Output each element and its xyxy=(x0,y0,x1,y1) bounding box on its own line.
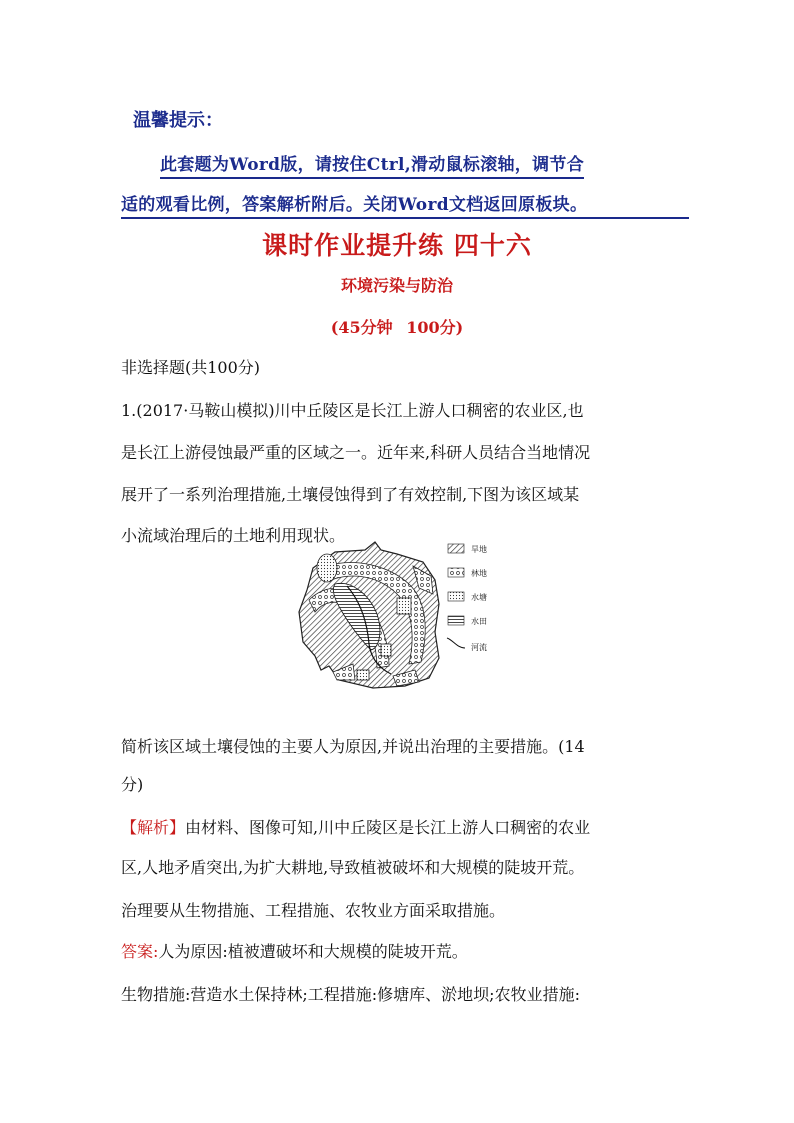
answer-line-2: 生物措施:营造水土保持林;工程措施:修塘库、淤地坝;农牧业措施: xyxy=(121,985,580,1004)
answer-line-1 xyxy=(121,939,468,962)
question-line-1: 1.(2017·马鞍山模拟)川中丘陵区是长江上游人口稠密的农业区,也 xyxy=(121,401,584,420)
pond-4 xyxy=(381,644,391,656)
analysis-tag: 【解析】 xyxy=(121,818,186,837)
analysis-text-1: 由材料、图像可知,川中丘陵区是长江上游人口稠密的农业 xyxy=(185,818,591,837)
tip-title: 温馨提示： xyxy=(133,110,223,131)
legend-label-paddy: 水田 xyxy=(471,617,487,626)
legend-swatch-pond xyxy=(448,592,464,601)
pond-3 xyxy=(357,670,369,680)
analysis-line-1 xyxy=(121,815,590,838)
legend-swatch-river xyxy=(447,638,465,648)
analysis-line-2: 区,人地矛盾突出,为扩大耕地,导致植被破坏和大规模的陡坡开荒。 xyxy=(121,858,585,877)
section-heading: 非选择题(共100分) xyxy=(121,358,261,377)
ask-line-2: 分) xyxy=(121,775,144,794)
pond-1 xyxy=(317,554,337,582)
answer-tag: 答案: xyxy=(121,942,159,961)
land-use-map-figure xyxy=(293,540,508,692)
answer-text-1: 人为原因:植被遭破坏和大规模的陡坡开荒。 xyxy=(158,942,468,961)
legend-label-dry: 旱地 xyxy=(471,545,487,554)
page-title: 课时作业提升练 四十六 xyxy=(262,231,532,260)
legend-swatch-dry xyxy=(448,544,464,553)
question-line-4: 小流域治理后的土地利用现状。 xyxy=(121,526,346,545)
map-legend xyxy=(447,544,487,652)
legend-swatch-forest xyxy=(448,568,464,577)
question-line-2: 是长江上游侵蚀最严重的区域之一。近年来,科研人员结合当地情况 xyxy=(121,443,591,462)
page-subtitle: 环境污染与防治 xyxy=(340,276,453,295)
pond-2 xyxy=(397,598,411,614)
ask-line-1: 简析该区域土壤侵蚀的主要人为原因,并说出治理的主要措施。(14 xyxy=(121,737,585,756)
legend-label-river: 河流 xyxy=(471,643,487,652)
analysis-line-3: 治理要从生物措施、工程措施、农牧业方面采取措施。 xyxy=(121,901,506,920)
tip-line-1: 此套题为Word版，请按住Ctrl,滑动鼠标滚轴，调节合 xyxy=(160,150,584,179)
tip-line-2: 适的观看比例，答案解析附后。关闭Word文档返回原板块。 xyxy=(121,190,689,219)
question-line-3: 展开了一系列治理措施,土壤侵蚀得到了有效控制,下图为该区域某 xyxy=(121,485,580,504)
legend-swatch-paddy xyxy=(448,616,464,625)
time-score: (45分钟 100分) xyxy=(330,318,464,337)
legend-label-pond: 水塘 xyxy=(471,593,487,602)
legend-label-forest: 林地 xyxy=(471,569,487,578)
